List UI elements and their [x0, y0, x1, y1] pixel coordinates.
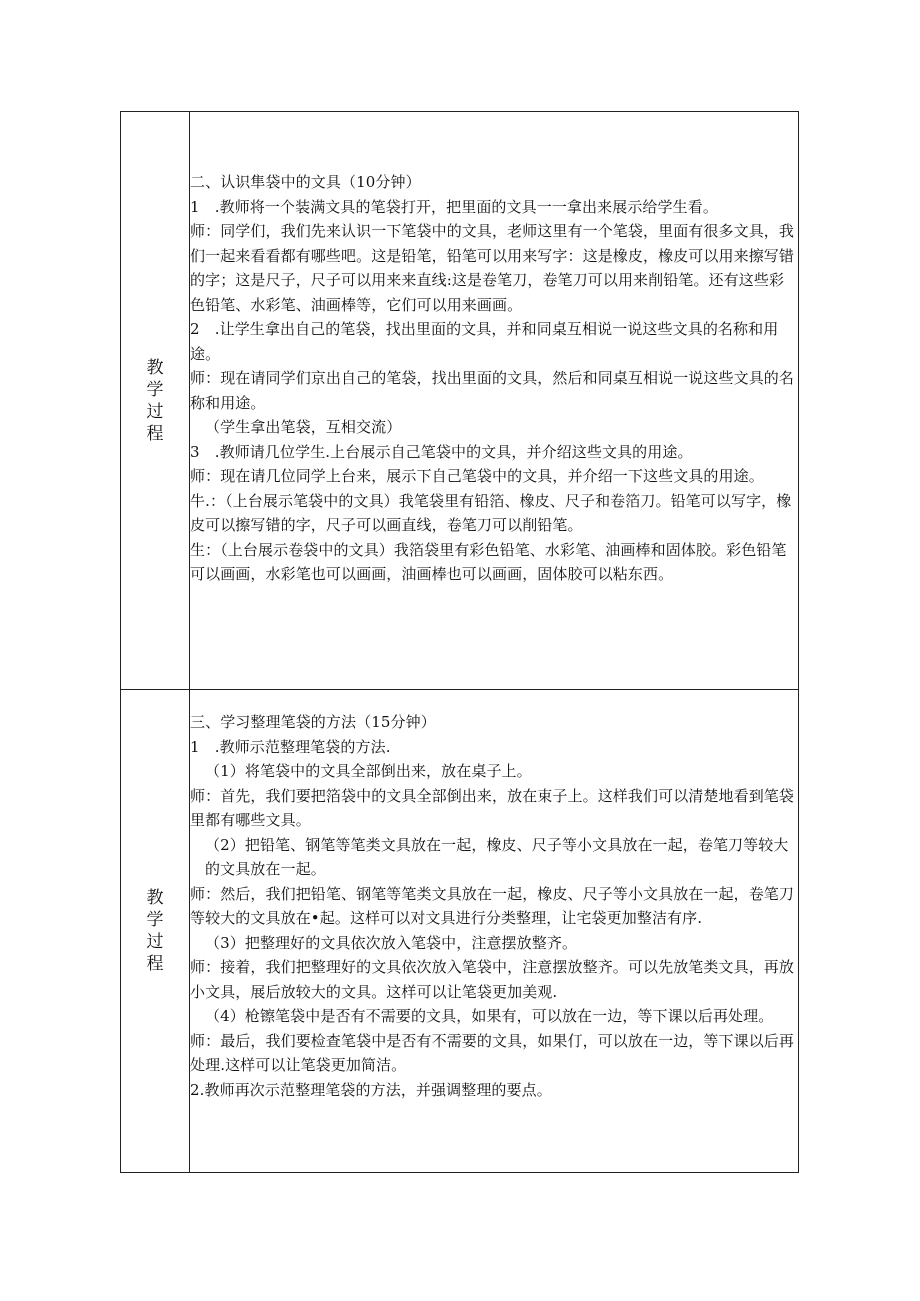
- table-row: [121, 112, 799, 690]
- paragraph: 2 .让学生拿出自己的笔袋，找出里面的文具，并和同桌互相说一说这些文具的名称和用途。: [190, 320, 779, 363]
- label-char: 教: [146, 357, 164, 378]
- label-char: 学: [146, 379, 164, 400]
- section-text: [190, 690, 798, 1102]
- row-label: [121, 112, 189, 689]
- paragraph: 师：现在请同学们京出自己的笔袋，找出里面的文具，然后和同桌互相说一说这些文具的名称和用途。: [190, 369, 795, 412]
- section-text: [190, 112, 798, 587]
- paragraph: 师：接着，我们把整理好的文具依次放入笔袋中，注意摆放整齐。可以先放笔类文具，再放小文具，展后放较大的文具。这样可以让笔袋更加美观.: [190, 958, 795, 1001]
- label-char: 程: [146, 423, 164, 444]
- paragraph: （2）把铅笔、钢笔等笔类文具放在一起，橡皮、尺子等小文具放在一起，卷笔刀等较大的文具放在一起。: [205, 835, 789, 878]
- paragraph: 师：然后，我们把铅笔、钢笔等笔类文具放在一起，橡皮、尺子等小文具放在一起，卷笔刀等较大的文具放在•起。这样可以对文具进行分类整理，让宅袋更加整洁有序.: [190, 884, 795, 927]
- content-cell: [190, 690, 799, 1173]
- paragraph: 师：同学们，我们先来认识一下笔袋中的文具，老师这里有一个笔袋，里面有很多文具，我们一起来看看都有哪些吧。这是铅笔，铅笔可以用来写字：这是橡皮，橡皮可以用来擦写错的字；这是尺子，尺子可以用来来直线:这是卷笔刀，卷笔刀可以用来削铅笔。还有这些彩色铅笔、水彩笔、油画棒等，它们可以用来画画。: [190, 222, 795, 314]
- paragraph: 1 .教师示范整理笔袋的方法.: [190, 737, 391, 756]
- paragraph: 师：现在请几位同学上台来，展示下自己笔袋中的文具，并介绍一下这些文具的用途。: [190, 467, 764, 485]
- paragraph: 1 .教师将一个装满文具的笔袋打开，把里面的文具一一拿出来展示给学生看。: [190, 197, 718, 216]
- label-char: 程: [146, 954, 164, 974]
- label-char: 学: [146, 910, 164, 930]
- paragraph: 牛.：（上台展示笔袋中的文具）我笔袋里有铅箔、橡皮、尺子和卷箔刀。铅笔可以写字，橡皮可以擦写错的字，尺子可以画直线，卷笔刀可以削铅笔。: [190, 491, 792, 534]
- paragraph: 师：首先，我们要把箔袋中的文具全部倒出来，放在束子上。这样我们可以清楚地看到笔袋里都有哪些文具。: [190, 786, 795, 829]
- paragraph: 师：最后，我们要检查笔袋中是否有不需要的文具，如果仃，可以放在一边，等下课以后再处理.这样可以让笔袋更加简洁。: [190, 1031, 795, 1074]
- label-char: 教: [146, 888, 164, 908]
- paragraph: 3 .教师请几位学生.上台展示自己笔袋中的文具，并介绍这些文具的用途。: [190, 442, 693, 461]
- paragraph: 2.教师再次示范整理笔袋的方法，并强调整理的要点。: [190, 1080, 552, 1099]
- paragraph: 生：（上台展示卷袋中的文具）我箔袋里有彩色铅笔、水彩笔、油画棒和固体胶。彩色铅笔可以画画，水彩笔也可以画画，油画棒也可以画画，固体胶可以粘东西。: [190, 540, 787, 583]
- paragraph: （学生拿出笔袋，互相交流）: [205, 418, 402, 436]
- section-heading: 三、学习整理笔袋的方法（15分钟）: [190, 713, 436, 731]
- row-label: [121, 690, 189, 1172]
- label-char: 过: [146, 932, 164, 952]
- row-label-cell: [121, 690, 190, 1173]
- content-cell: [190, 112, 799, 690]
- label-char: 过: [146, 401, 164, 422]
- paragraph: （4）枪镲笔袋中是否有不需要的文具，如果有，可以放在一边，等下课以后再处理。: [205, 1007, 774, 1025]
- section-heading: 二、认识隼袋中的文具（10分钟）: [190, 173, 421, 191]
- lesson-plan-table: [120, 111, 799, 1173]
- paragraph: （3）把整理好的文具依次放入笔袋中，注意摆放整齐。: [205, 933, 578, 952]
- row-label-cell: [121, 112, 190, 690]
- table-row: [121, 690, 799, 1173]
- paragraph: （1）将笔袋中的文具全部倒出来，放在桌子上。: [205, 762, 532, 780]
